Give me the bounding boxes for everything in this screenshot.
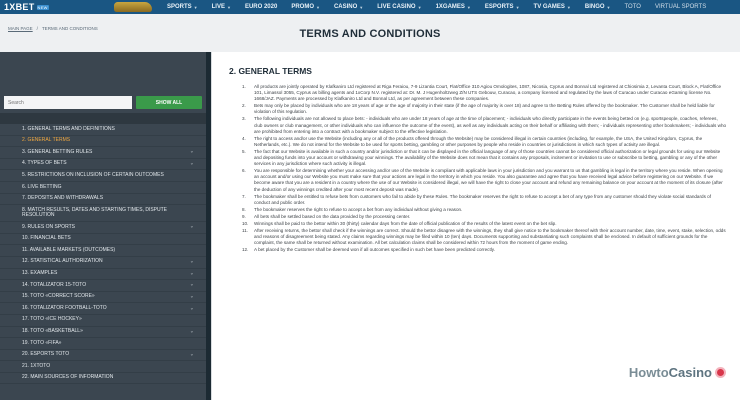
chevron-down-icon[interactable]: ⌄ [189, 148, 194, 155]
show-all-button[interactable]: SHOW ALL [136, 96, 202, 109]
toc-item-label: 11. AVAILABLE MARKETS (OUTCOMES) [22, 246, 116, 253]
toc-item[interactable] [0, 234, 206, 246]
nav-item-virtual-sports[interactable] [648, 4, 713, 10]
toc-item-label: 22. MAIN SOURCES OF INFORMATION [22, 374, 114, 381]
chevron-down-icon: ▼ [515, 4, 520, 10]
watermark-how: How [628, 365, 657, 380]
toc-item[interactable] [0, 170, 206, 182]
sidebar [0, 52, 206, 400]
toc-item-label: 1. GENERAL TERMS AND DEFINITIONS [22, 125, 115, 132]
nav-item-toto[interactable] [618, 4, 648, 10]
toc-item-label: 14. TOTALIZATOR 15-TOTO [22, 281, 87, 288]
term-paragraph [242, 116, 727, 134]
term-paragraph [242, 228, 727, 246]
toc-item-label: 2. GENERAL TERMS [22, 137, 71, 144]
toc-item-label: 19. TOTO «FIFA» [22, 339, 62, 346]
toc-item[interactable] [0, 280, 206, 292]
term-number: 7. [242, 193, 246, 199]
nav-label: TOTO [624, 4, 641, 10]
toc-item-label: 5. RESTRICTIONS ON INCLUSION OF CERTAIN OUTCOMES [22, 171, 164, 178]
term-paragraph [242, 136, 727, 148]
chevron-down-icon: ▼ [606, 4, 611, 10]
nav-label: BINGO [584, 4, 605, 10]
toc-item[interactable] [0, 361, 206, 373]
toc-item-label: 4. TYPES OF BETS [22, 160, 67, 167]
toc-item[interactable] [0, 350, 206, 362]
brand-logo[interactable] [0, 0, 58, 14]
toc-item[interactable] [0, 147, 206, 159]
breadcrumb-separator: / [36, 26, 38, 31]
watermark-to: to [656, 365, 669, 380]
term-number: 6. [242, 168, 246, 174]
term-number: 12. [242, 247, 249, 253]
breadcrumb-home[interactable]: MAIN PAGE [8, 26, 33, 31]
nav-label: LIVE [211, 4, 225, 10]
term-paragraph [242, 194, 727, 206]
toc-item-label: 16. TOTALIZATOR FOOTBALL-TOTO [22, 304, 107, 311]
term-number: 3. [242, 116, 246, 122]
nav-label: 1XGAMES [435, 4, 465, 10]
toc-item[interactable] [0, 257, 206, 269]
term-paragraph [242, 247, 727, 253]
nav-label: PROMO [291, 4, 314, 10]
toc-item[interactable] [0, 245, 206, 257]
toc-item[interactable] [0, 269, 206, 281]
term-text: All bets shall be settled based on the data provided by the processing center. [254, 213, 411, 219]
term-number: 9. [242, 213, 246, 219]
main-nav [160, 4, 740, 10]
toc-item[interactable] [0, 159, 206, 171]
chevron-down-icon[interactable]: ⌄ [189, 258, 194, 265]
toc-item-label: 6. LIVE BETTING [22, 183, 62, 190]
term-number: 2. [242, 103, 246, 109]
term-text: After receiving returns, the bettor shall check if the winnings are correct. Should the bettor disagree with the winnings, they shall give notice to the bookmaker thereof with their account number, date, time, event, stake, selection, odds and reasons of disagreement being stated. Any claims regarding winnings may be filed within 10 (ten) days. Documents supporting and substantiating such complaints shall be enclosed. In default of sufficient grounds for the complaint, the same shall be returned without examination. All bet calculation claims shall be considered within 72 hours from the moment of game ending. [254, 228, 726, 246]
nav-label: CASINO [333, 4, 358, 10]
toc-item-label: 10. FINANCIAL BETS [22, 235, 71, 242]
chevron-down-icon[interactable]: ⌄ [189, 223, 194, 230]
top-navigation [0, 0, 740, 14]
promo-car-icon[interactable] [114, 2, 152, 12]
term-number: 8. [242, 206, 246, 212]
nav-label: EURO 2020 [244, 4, 278, 10]
term-number: 11. [242, 228, 249, 234]
toc-item[interactable] [0, 327, 206, 339]
toc-item-label: 3. GENERAL BETTING RULES [22, 148, 93, 155]
chevron-down-icon: ▼ [226, 4, 231, 10]
nav-item-1xgames[interactable] [429, 4, 478, 10]
toc-item[interactable] [0, 222, 206, 234]
term-number: 4. [242, 135, 246, 141]
toc-item[interactable] [0, 194, 206, 206]
watermark [629, 365, 726, 380]
chevron-down-icon: ▼ [193, 4, 198, 10]
nav-item-tv-games[interactable] [527, 4, 578, 10]
chevron-down-icon: ▼ [315, 4, 320, 10]
toc-item-label: 7. DEPOSITS AND WITHDRAWALS [22, 195, 104, 202]
term-paragraph [242, 214, 727, 220]
nav-label: SPORTS [167, 4, 192, 10]
toc-item-label: 18. TOTO «BASKETBALL» [22, 328, 83, 335]
logo-text: 1XBET [4, 2, 35, 12]
toc-item[interactable] [0, 373, 206, 385]
term-text: Winnings shall be paid to the bettor within 30 (thirty) calendar days from the date of official publication of the results of the latest event on the bet slip. [254, 220, 557, 226]
nav-label: ESPORTS [484, 4, 514, 10]
toc-item-label: 8. MATCH RESULTS, DATES AND STARTING TIMES, DISPUTE RESOLUTION [22, 206, 168, 219]
nav-label: VIRTUAL SPORTS [654, 4, 707, 10]
term-text: All products are jointly operated by Klafkaniro Ltd registered at Riga Feraiou, 7-9 Lizantia Court, Flat/Office 310 Agiou Omologites, 1087, Nicosia, Cyprus and Bonnal Ltd registered at Chiosimia 2, Levanta Court, Block A, Flat/Office 101, Limassol 3055, Cyprus as billing agents and 1xCorp N.V. registered at: Dr. M. J Hugenholtzweg Z/N UTS Gebouw, Curacao, a company licensed and regulated by the laws of Curacao under Curacao eGaming license No. 1668/JAZ. Payments are processed by Klafkaniro Ltd and Bonnal Ltd, as per agreement between these companies. [254, 84, 722, 102]
chevron-down-icon: ▼ [359, 4, 364, 10]
term-text: You are responsible for determining whether your accessing and/or use of the Website is compliant with applicable laws in your jurisdiction and you warrant to us that gambling is legal in the territory where you reside. When opening an account and/or using our Website you must make sure that your actions are legal in the territory in which you reside. You also guarantee and agree that you have received legal advice before registering on our Website. If we become aware that you are a resident in a country where the use of our Website is considered illegal, we will have the right to close your account and refund any remaining balance on your account at the moment of its closure (after the deduction of any winnings credited after your most recent deposit was made). [254, 168, 723, 192]
breadcrumb-current: TERMS AND CONDITIONS [41, 26, 98, 31]
chevron-down-icon[interactable]: ⌄ [189, 160, 194, 167]
chevron-down-icon: ▼ [417, 4, 422, 10]
term-text: Bets may only be placed by individuals who are 18 years of age or the age of majority in their state (if the age of majority is over 18) and agree to the Betting Rules offered by the bookmaker. The Customer shall be held liable for violation of this regulation. [254, 103, 715, 115]
section-title: 2. GENERAL TERMS [229, 66, 312, 76]
toc-header [0, 113, 206, 124]
chevron-down-icon[interactable]: ⌄ [189, 304, 194, 311]
toc-item-label: 20. ESPORTS TOTO [22, 351, 70, 358]
nav-label: TV GAMES [533, 4, 565, 10]
toc-item-label: 13. EXAMPLES [22, 270, 58, 277]
toc-item-label: 12. STATISTICAL AUTHORIZATION [22, 258, 103, 265]
term-number: 1. [242, 84, 246, 89]
chevron-down-icon[interactable]: ⌄ [189, 293, 194, 300]
term-text: The fact that our Website is available in such a country and/or jurisdiction or that it can be displayed in the official language of any of those countries cannot be considered official authorization or legal grounds for using our Website and depositing funds into your account or withdrawing your winnings. The availability of the Website does not mean that it contains any proposals, incitement or invitation to use or subscribe to betting, gambling or any of the other services in any jurisdiction where such activity is illegal. [254, 148, 721, 167]
title-band [0, 14, 740, 52]
chevron-down-icon: ▼ [466, 4, 471, 10]
chevron-down-icon[interactable]: ⌄ [189, 270, 194, 277]
toc-item[interactable] [0, 182, 206, 194]
term-paragraph [242, 168, 727, 192]
toc-item[interactable] [0, 338, 206, 350]
toc-item[interactable] [0, 205, 206, 222]
nav-item-sports[interactable] [160, 4, 205, 10]
term-text: The right to access and/or use the Website (including any or all of the products offered through the Website) may be considered illegal in certain countries (including, for example, the USA, the United Kingdom, Cyprus, the Netherlands, etc.). We do not intend for the Website to be used for sports betting, gambling or other purposes by people who reside in countries or jurisdictions in which such types of activity are illegal. [254, 135, 703, 147]
toc-item[interactable] [0, 292, 206, 304]
nav-item-live-casino[interactable] [370, 4, 428, 10]
toc-item[interactable] [0, 136, 206, 148]
nav-label: LIVE CASINO [377, 4, 416, 10]
toc-list [0, 124, 206, 384]
term-text: The following individuals are not allowed to place bets: - individuals who are under 18 years of age at the time of placement; - individuals who directly participate in the events being betted on (e.g. sportspeople, coaches, referees, club owners or club management, or other individuals who can influence the outcome of the event), as well as any individuals acting on their behalf or affiliating with them; - individuals representing other bookmakers; - individuals who are prohibited from entering into a contract with a bookmaker subject to the effective legislation. [254, 116, 727, 134]
toc-item-label: 17. TOTO «ICE HOCKEY» [22, 316, 82, 323]
sidebar-search-row [4, 96, 202, 109]
watermark-casino: Casino [668, 365, 712, 380]
chevron-down-icon[interactable]: ⌄ [189, 328, 194, 335]
nav-item-bingo[interactable] [578, 4, 618, 10]
term-paragraph [242, 103, 727, 115]
search-input[interactable] [4, 96, 132, 109]
terms-content [211, 52, 740, 400]
toc-item[interactable] [0, 124, 206, 136]
term-text: The bookmaker shall be entitled to refuse bets from customers who fail to abide by these Rules. The bookmaker reserves the right to refuse to accept a bet of any type from any customer should they violate social standards of conduct and public order. [254, 193, 711, 205]
toc-item[interactable] [0, 315, 206, 327]
term-text: A bet placed by the Customer shall be deemed won if all outcomes specified in such bet have been predicted correctly. [254, 247, 495, 253]
nav-item-casino[interactable] [327, 4, 370, 10]
nav-item-euro-2020[interactable] [238, 4, 284, 10]
toc-item-label: 15. TOTO «CORRECT SCORE» [22, 293, 95, 300]
term-paragraph [242, 207, 727, 213]
nav-item-promo[interactable] [284, 4, 327, 10]
casino-chip-icon [715, 367, 726, 378]
logo-badge: NEW [37, 4, 48, 10]
chevron-down-icon[interactable]: ⌄ [189, 281, 194, 288]
term-number: 5. [242, 148, 246, 154]
term-paragraph [242, 84, 727, 102]
chevron-down-icon[interactable]: ⌄ [189, 351, 194, 358]
page-title: TERMS AND CONDITIONS [299, 28, 441, 40]
toc-item-label: 9. RULES ON SPORTS [22, 223, 75, 230]
term-number: 10. [242, 220, 249, 226]
term-text: The bookmaker reserves the right to refuse to accept a bet from any individual without giving a reason. [254, 206, 463, 212]
watermark-text [629, 365, 712, 380]
nav-item-esports[interactable] [478, 4, 527, 10]
term-paragraph [242, 221, 727, 227]
terms-list [242, 84, 727, 254]
chevron-down-icon: ▼ [566, 4, 571, 10]
term-paragraph [242, 149, 727, 167]
nav-item-live[interactable] [205, 4, 238, 10]
toc-item[interactable] [0, 303, 206, 315]
toc-item-label: 21. 1XTOTO [22, 362, 51, 369]
